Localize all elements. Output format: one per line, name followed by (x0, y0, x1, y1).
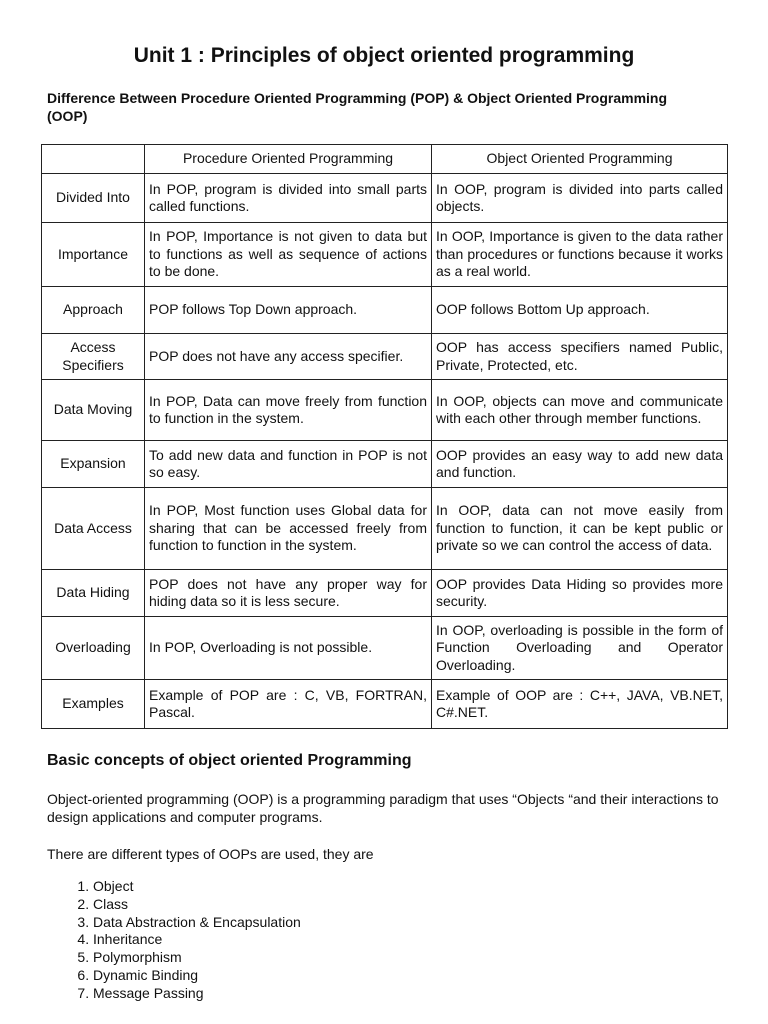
table-row (42, 174, 728, 223)
concepts-list (47, 878, 301, 1003)
pop-cell: In POP, Data can move freely from function to function in the system. (145, 380, 432, 441)
row-label: Data Moving (42, 380, 145, 441)
table-row (42, 680, 728, 729)
oop-cell: In OOP, Importance is given to the data rather than procedures or functions because it works as a real world. (432, 223, 728, 287)
pop-cell: POP follows Top Down approach. (145, 287, 432, 334)
oop-cell: In OOP, program is divided into parts called objects. (432, 174, 728, 223)
table-row (42, 441, 728, 488)
pop-cell: POP does not have any proper way for hiding data so it is less secure. (145, 570, 432, 617)
list-item: 2. Class (93, 896, 301, 914)
row-label: Expansion (42, 441, 145, 488)
oop-cell: In OOP, data can not move easily from function to function, it can be kept public or private so we can control the access of data. (432, 488, 728, 570)
oop-cell: OOP has access specifiers named Public, Private, Protected, etc. (432, 334, 728, 380)
pop-cell: Example of POP are : C, VB, FORTRAN, Pascal. (145, 680, 432, 729)
row-label: Data Access (42, 488, 145, 570)
list-item: 7. Message Passing (93, 985, 301, 1003)
table-row (42, 380, 728, 441)
pop-cell: In POP, Most function uses Global data for sharing that can be accessed freely from function to function in the system. (145, 488, 432, 570)
oop-cell: OOP provides Data Hiding so provides more security. (432, 570, 728, 617)
pop-cell: In POP, Overloading is not possible. (145, 617, 432, 680)
table-row (42, 617, 728, 680)
row-label: Access Specifiers (42, 334, 145, 380)
intro-paragraph: Object-oriented programming (OOP) is a programming paradigm that uses “Objects “and their interactions to design applications and computer programs. (47, 791, 719, 825)
page-title: Unit 1 : Principles of object oriented programming (133, 44, 635, 67)
table-row (42, 223, 728, 287)
table-row (42, 488, 728, 570)
oop-cell: Example of OOP are : C++, JAVA, VB.NET, C#.NET. (432, 680, 728, 729)
table-header-row (42, 145, 728, 174)
list-item: 5. Polymorphism (93, 949, 301, 967)
table-row (42, 287, 728, 334)
list-item: 4. Inheritance (93, 931, 301, 949)
row-label: Importance (42, 223, 145, 287)
table-row (42, 570, 728, 617)
list-item: 3. Data Abstraction & Encapsulation (93, 914, 301, 932)
oop-cell: In OOP, objects can move and communicate with each other through member functions. (432, 380, 728, 441)
row-label: Overloading (42, 617, 145, 680)
header-empty-cell (42, 145, 145, 174)
pop-cell: POP does not have any access specifier. (145, 334, 432, 380)
row-label: Approach (42, 287, 145, 334)
section-heading: Basic concepts of object oriented Programming (47, 752, 412, 769)
list-item: 1. Object (93, 878, 301, 896)
header-pop: Procedure Oriented Programming (145, 145, 432, 174)
oop-cell: In OOP, overloading is possible in the form of Function Overloading and Operator Overloading. (432, 617, 728, 680)
oop-cell: OOP follows Bottom Up approach. (432, 287, 728, 334)
row-label: Examples (42, 680, 145, 729)
comparison-table (41, 144, 728, 729)
pop-cell: In POP, Importance is not given to data but to functions as well as sequence of actions to be done. (145, 223, 432, 287)
header-oop: Object Oriented Programming (432, 145, 728, 174)
pop-cell: In POP, program is divided into small parts called functions. (145, 174, 432, 223)
types-paragraph: There are different types of OOPs are used, they are (47, 846, 374, 862)
row-label: Data Hiding (42, 570, 145, 617)
table-row (42, 334, 728, 380)
pop-cell: To add new data and function in POP is not so easy. (145, 441, 432, 488)
oop-cell: OOP provides an easy way to add new data and function. (432, 441, 728, 488)
list-item: 6. Dynamic Binding (93, 967, 301, 985)
table-subtitle: Difference Between Procedure Oriented Programming (POP) & Object Oriented Programming (OOP) (47, 90, 668, 124)
row-label: Divided Into (42, 174, 145, 223)
